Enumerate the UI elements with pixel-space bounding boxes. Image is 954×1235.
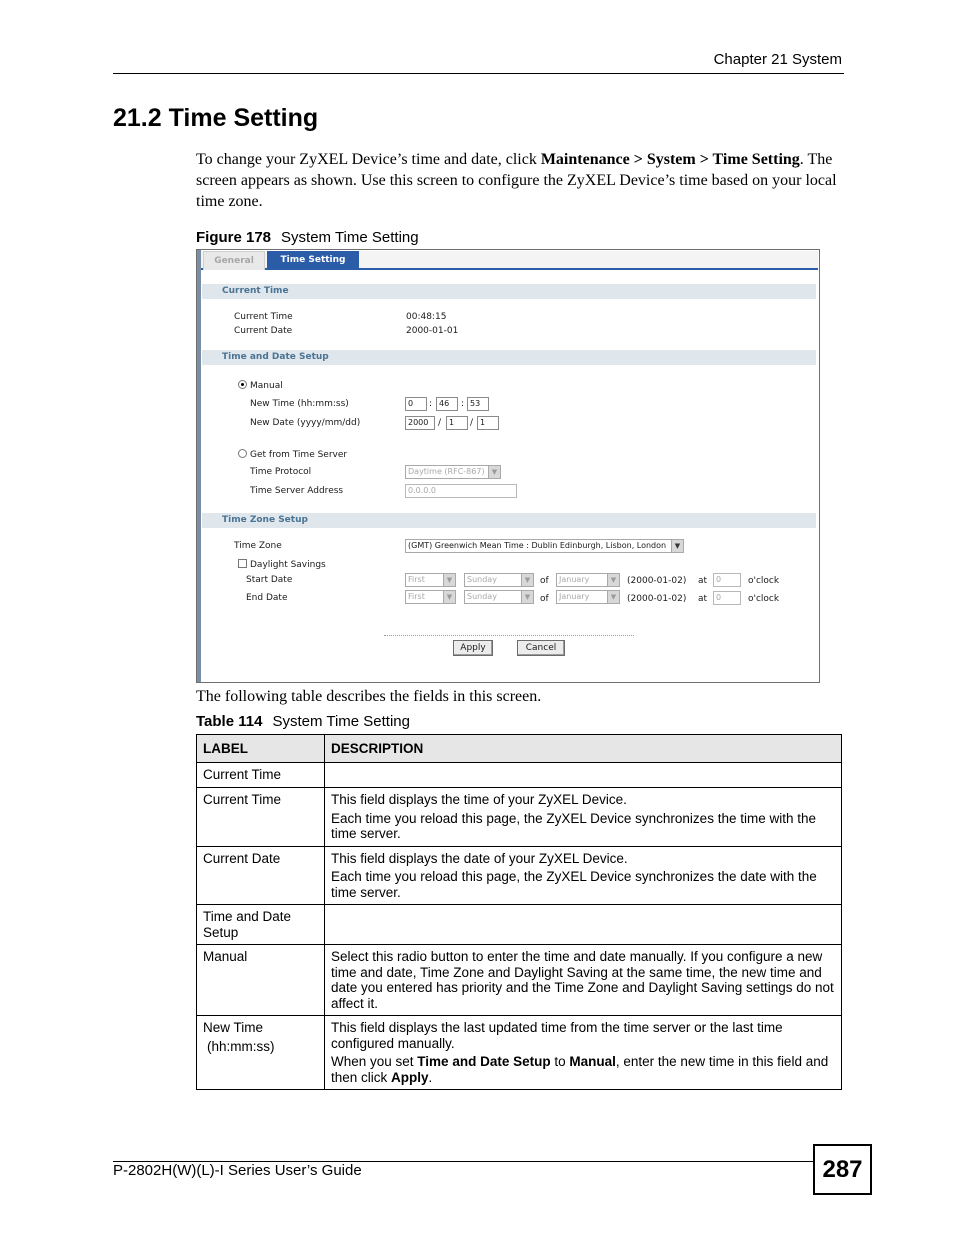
new-time-minute-input[interactable]: 46 bbox=[436, 397, 458, 411]
new-date-day-input[interactable]: 1 bbox=[477, 416, 499, 430]
new-date-label: New Date (yyyy/mm/dd) bbox=[250, 418, 361, 428]
table-row bbox=[197, 763, 842, 788]
end-month-select[interactable]: January ▼ bbox=[556, 590, 620, 604]
new-time-hour-input[interactable]: 0 bbox=[405, 397, 427, 411]
oclock-text: o'clock bbox=[748, 594, 780, 604]
header-rule bbox=[113, 73, 844, 74]
time-server-label: Time Server Address bbox=[250, 486, 344, 496]
row-description: This field displays the date of your ZyXEL Device. Each time you reload this page, the ZyXEL Device synchronizes the date with the time server. bbox=[325, 846, 842, 905]
current-date-label: Current Date bbox=[234, 326, 293, 336]
tab-general[interactable]: General bbox=[203, 251, 265, 270]
table-header-row bbox=[197, 735, 842, 763]
chevron-down-icon: ▼ bbox=[443, 591, 455, 603]
start-date-label: Start Date bbox=[246, 575, 293, 585]
new-date-year-input[interactable]: 2000 bbox=[405, 416, 435, 430]
chevron-down-icon: ▼ bbox=[607, 574, 619, 586]
start-day-select[interactable]: Sunday ▼ bbox=[464, 573, 534, 587]
time-date-setup-section: Time and Date Setup bbox=[202, 350, 816, 365]
current-time-label: Current Time bbox=[234, 312, 293, 322]
table-row bbox=[197, 846, 842, 905]
start-month-select[interactable]: January ▼ bbox=[556, 573, 620, 587]
row-label: Current Time bbox=[197, 788, 325, 847]
time-server-input[interactable]: 0.0.0.0 bbox=[405, 484, 517, 498]
new-date-month-input[interactable]: 1 bbox=[446, 416, 468, 430]
row-label: Current Time bbox=[197, 763, 325, 788]
table-row bbox=[197, 905, 842, 945]
end-week-select[interactable]: First ▼ bbox=[405, 590, 456, 604]
chevron-down-icon: ▼ bbox=[671, 540, 683, 552]
table-caption: Table 114 System Time Setting bbox=[196, 713, 410, 730]
current-time-value: 00:48:15 bbox=[406, 312, 447, 322]
start-hour-input[interactable]: 0 bbox=[713, 573, 741, 587]
chapter-header: Chapter 21 System bbox=[713, 51, 842, 68]
page-number: 287 bbox=[813, 1144, 872, 1195]
guide-title: P-2802H(W)(L)-I Series User’s Guide bbox=[113, 1162, 362, 1179]
row-label: Current Date bbox=[197, 846, 325, 905]
date-separator: / bbox=[470, 418, 474, 428]
table-intro-text: The following table describes the fields in this screen. bbox=[196, 688, 542, 705]
time-protocol-select[interactable]: Daytime (RFC-867) ▼ bbox=[405, 465, 501, 479]
daylight-savings-label: Daylight Savings bbox=[250, 560, 326, 570]
get-from-server-label: Get from Time Server bbox=[250, 450, 348, 460]
oclock-text: o'clock bbox=[748, 576, 780, 586]
row-description bbox=[325, 763, 842, 788]
time-separator: : bbox=[461, 399, 465, 409]
time-zone-label: Time Zone bbox=[234, 541, 282, 551]
new-time-second-input[interactable]: 53 bbox=[467, 397, 489, 411]
manual-radio[interactable] bbox=[238, 380, 247, 389]
daylight-savings-checkbox[interactable] bbox=[238, 559, 247, 568]
get-from-server-radio[interactable] bbox=[238, 449, 247, 458]
time-separator: : bbox=[429, 399, 433, 409]
end-day-select[interactable]: Sunday ▼ bbox=[464, 590, 534, 604]
button-divider bbox=[384, 635, 634, 636]
at-text: at bbox=[698, 594, 708, 604]
chevron-down-icon: ▼ bbox=[488, 466, 500, 478]
time-protocol-label: Time Protocol bbox=[250, 467, 312, 477]
new-time-label: New Time (hh:mm:ss) bbox=[250, 399, 349, 409]
tab-time-setting[interactable]: Time Setting bbox=[267, 251, 359, 270]
end-example-date: (2000-01-02) bbox=[627, 594, 687, 604]
at-text: at bbox=[698, 576, 708, 586]
table-row bbox=[197, 945, 842, 1016]
time-zone-section: Time Zone Setup bbox=[202, 513, 816, 528]
manual-label: Manual bbox=[250, 381, 283, 391]
description-table bbox=[196, 734, 842, 1090]
cancel-button[interactable]: Cancel bbox=[517, 640, 565, 656]
section-title: 21.2 Time Setting bbox=[113, 104, 319, 132]
row-description: This field displays the time of your ZyXEL Device. Each time you reload this page, the ZyXEL Device synchronizes the time with the time server. bbox=[325, 788, 842, 847]
row-description bbox=[325, 905, 842, 945]
row-label: Time and Date Setup bbox=[197, 905, 325, 945]
row-label: Manual bbox=[197, 945, 325, 1016]
intro-paragraph: To change your ZyXEL Device’s time and date, click Maintenance > System > Time Setting. The screen appears as shown. Use this screen to configure the ZyXEL Device’s time based on your local time zone. bbox=[196, 151, 837, 210]
label-header: LABEL bbox=[197, 735, 325, 763]
chevron-down-icon: ▼ bbox=[521, 574, 533, 586]
current-time-section: Current Time bbox=[202, 284, 816, 299]
chevron-down-icon: ▼ bbox=[607, 591, 619, 603]
figure-caption: Figure 178 System Time Setting bbox=[196, 229, 419, 246]
time-zone-select[interactable]: (GMT) Greenwich Mean Time : Dublin Edinburgh, Lisbon, London ▼ bbox=[405, 539, 684, 553]
chevron-down-icon: ▼ bbox=[521, 591, 533, 603]
description-header: DESCRIPTION bbox=[325, 735, 842, 763]
menu-path: Maintenance > System > Time Setting bbox=[540, 151, 800, 168]
chevron-down-icon: ▼ bbox=[443, 574, 455, 586]
start-example-date: (2000-01-02) bbox=[627, 576, 687, 586]
table-row bbox=[197, 788, 842, 847]
row-description: This field displays the last updated time from the time server or the last time configured manually. When you set Time and Date Setup to Manual, enter the new time in this field and then click Apply. bbox=[325, 1016, 842, 1090]
of-text: of bbox=[540, 594, 549, 604]
date-separator: / bbox=[438, 418, 442, 428]
of-text: of bbox=[540, 576, 549, 586]
row-description: Select this radio button to enter the time and date manually. If you configure a new time and date, Time Zone and Daylight Saving at the same time, the new time and date you entered has priority and the Time Zone and Daylight Saving settings do not affect it. bbox=[325, 945, 842, 1016]
apply-button[interactable]: Apply bbox=[453, 640, 493, 656]
end-hour-input[interactable]: 0 bbox=[713, 591, 741, 605]
table-row bbox=[197, 1016, 842, 1090]
start-week-select[interactable]: First ▼ bbox=[405, 573, 456, 587]
screen-left-bar bbox=[197, 250, 201, 682]
row-label: New Time (hh:mm:ss) bbox=[197, 1016, 325, 1090]
time-setting-screenshot bbox=[196, 249, 820, 683]
current-date-value: 2000-01-01 bbox=[406, 326, 459, 336]
tab-bar bbox=[201, 251, 818, 270]
end-date-label: End Date bbox=[246, 593, 288, 603]
